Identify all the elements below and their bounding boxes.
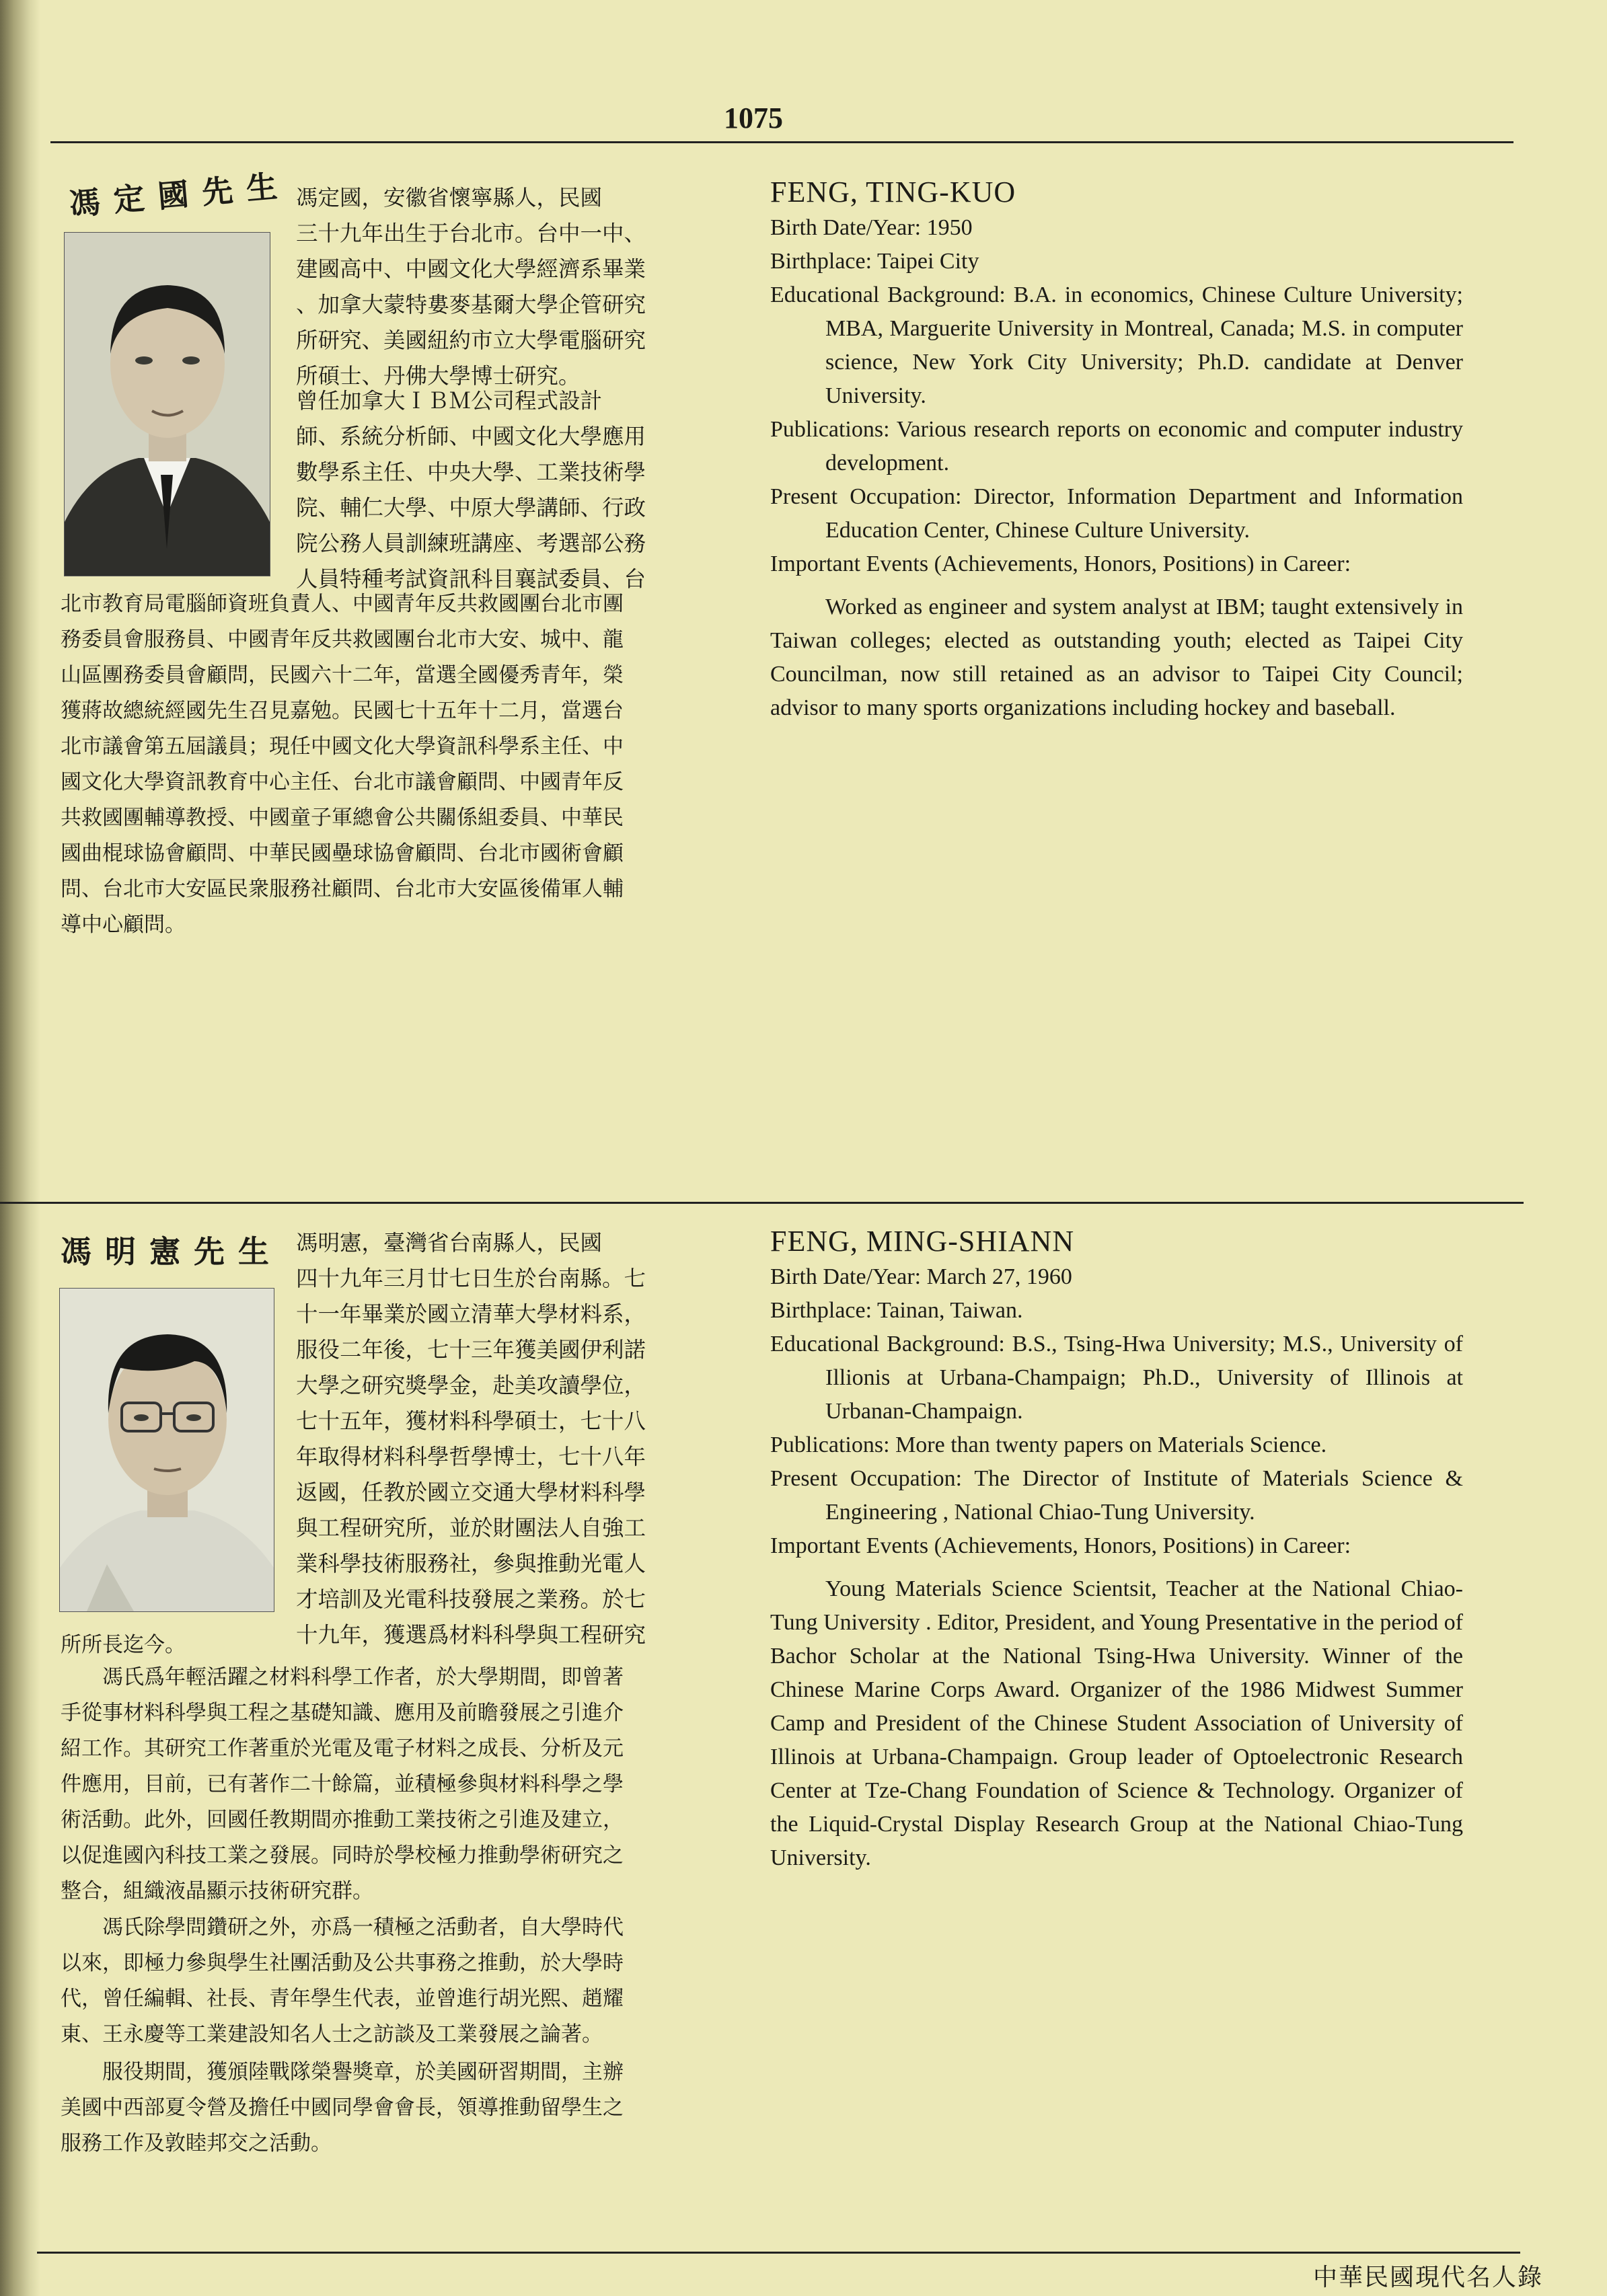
field-publications: Publications: Various research reports on economic and computer industry development.: [770, 417, 1463, 475]
field-occupation: Present Occupation: Director, Information Department and Information Education Center, Chinese Culture University.: [770, 484, 1463, 543]
field-birth-date: Birth Date/Year: 1950: [770, 215, 973, 240]
field-birth-date: Birth Date/Year: March 27, 1960: [770, 1264, 1072, 1289]
events-paragraph: Worked as engineer and system analyst at IBM; taught extensively in Taiwan colleges; elected as outstanding youth; elected as Taipei City Councilman, now still retained as an advisor to Taipei City Council; advisor to many sports organizations including hockey and baseball.: [770, 595, 1463, 720]
field-education: Educational Background: B.S., Tsing-Hwa University; M.S., University of Illionis at Urbana-Champaign; Ph.D., University of Illinois at Urbanan-Champaign.: [770, 1332, 1463, 1424]
portrait-photo: [59, 1288, 274, 1612]
zh-bio-part-2: 所所長迄今。: [61, 1633, 186, 1657]
book-spine-shadow: [0, 0, 40, 2296]
zh-name: 馮明憲先生: [61, 1233, 283, 1270]
zh-bio-part-1: 馮定國，安徽省懷寧縣人，民國 三十九年出生于台北市。台中一中、 建國高中、中國文化大學經濟系畢業 、加拿大蒙特婁麥基爾大學企管研究 所研究、美國紐約市立大學電腦研究 所碩士、丹佛大學博士研究。: [296, 185, 646, 389]
zh-bio-part-3: 北市教育局電腦師資班負責人、中國青年反共救國團台北市團 務委員會服務員、中國青年反共救國團台北市大安、城中、龍 山區團務委員會顧問，民國六十二年，當選全國優秀青年，榮 獲蔣故總統經國先生召見嘉勉。民國七十五年十二月，當選台 北市議會第五屆議員；現任中國文化大學資訊科學系主任、中 國文化大學資訊教育中心主任、台北市議會顧問、中國青年反 共救國團輔導教授、中國童子軍總會公共關係組委員、中華民 國曲棍球協會顧問、中華民國壘球協會顧問、台北市國術會顧 問、台北市大安區民衆服務社顧問、台北市大安區後備軍人輔 導中心顧問。: [61, 592, 624, 937]
zh-bio-part-3: 馮氏爲年輕活躍之材料科學工作者，於大學期間，即曾著 手從事材料科學與工程之基礎知識、應用及前瞻發展之引進介 紹工作。其研究工作著重於光電及電子材料之成長、分析及元 件應用，目前，已有著作二十餘篇，並積極參與材料科學之學 術活動。此外，回國任教期間亦推動工業技術之引進及建立， 以促進國內科技工業之發展。同時於學校極力推動學術研究之 整合，組織液晶顯示技術研究群。: [61, 1665, 624, 1903]
field-publications: Publications: More than twenty papers on Materials Science.: [770, 1432, 1327, 1457]
en-name: FENG, MING-SHIANN: [770, 1225, 1075, 1258]
en-name: FENG, TING-KUO: [770, 176, 1016, 208]
english-bio: [770, 174, 1463, 725]
field-occupation: Present Occupation: The Director of Institute of Materials Science & Engineering , National Chiao-Tung University.: [770, 1466, 1463, 1525]
top-rule: [50, 141, 1513, 143]
field-education: Educational Background: B.A. in economics, Chinese Culture University; MBA, Marguerite University in Montreal, Canada; M.S. in computer science, New York City University; Ph.D. candidate at Denver University.: [770, 282, 1463, 408]
book-title-footer: 中華民國現代名人錄: [1312, 2264, 1543, 2291]
field-birthplace: Birthplace: Tainan, Taiwan.: [770, 1298, 1023, 1323]
zh-bio-part-4: 馮氏除學問鑽研之外，亦爲一積極之活動者，自大學時代 以來，即極力參與學生社團活動及公共事務之推動，於大學時 代，曾任編輯、社長、青年學生代表，並曾進行胡光熙、趙耀 東、王永慶等工業建設知名人士之訪談及工業發展之論著。: [61, 1915, 624, 2046]
zh-bio-part-2: 曾任加拿大ＩＢＭ公司程式設計 師、系統分析師、中國文化大學應用 數學系主任、中央大學、工業技術學 院、輔仁大學、中原大學講師、行政 院公務人員訓練班講座、考選部公務 人員特種考試資訊科目襄試委員、台: [296, 388, 646, 592]
zh-bio-part-1: 馮明憲，臺灣省台南縣人，民國 四十九年三月廿七日生於台南縣。七 十一年畢業於國立清華大學材料系， 服役二年後，七十三年獲美國伊利諾 大學之研究獎學金，赴美攻讀學位， 七十五年，獲材料科學碩士，七十八 年取得材料科學哲學博士，七十八年 返國，任教於國立交通大學材料科學 與工程研究所，並於財團法人自強工 業科學技術服務社，參與推動光電人 才培訓及光電科技發展之業務。於七 十九年，獲選爲材料科學與工程研究: [296, 1230, 646, 1648]
english-bio: [770, 1223, 1463, 1875]
portrait-photo: [64, 232, 270, 576]
middle-rule: [0, 1202, 1524, 1204]
page-number: 1075: [724, 102, 783, 135]
zh-name: 馮定國先生: [67, 167, 293, 223]
field-events-label: Important Events (Achievements, Honors, Positions) in Career:: [770, 551, 1351, 576]
field-events-label: Important Events (Achievements, Honors, Positions) in Career:: [770, 1533, 1351, 1558]
bottom-rule: [37, 2252, 1520, 2254]
events-paragraph: Young Materials Science Scientsit, Teacher at the National Chiao-Tung University . Editor, President, and Young Presentative in the period of Bachor Scholar at the National Tsing-Hwa University. Winner of the Chinese Marine Corps Award. Organizer of the 1986 Midwest Summer Camp and President of the Chinese Student Association of University of Illinois at Urbana-Champaign. Group leader of Optoelectronic Research Center at Tze-Chang Foundation of Science & Technology. Organizer of the Liquid-Crystal Display Research Group at the National Chiao-Tung University.: [770, 1576, 1463, 1870]
zh-bio-part-5: 服役期間，獲頒陸戰隊榮譽獎章，於美國研習期間，主辦 美國中西部夏令營及擔任中國同學會會長，領導推動留學生之 服務工作及敦睦邦交之活動。: [61, 2060, 624, 2155]
field-birthplace: Birthplace: Taipei City: [770, 249, 979, 274]
